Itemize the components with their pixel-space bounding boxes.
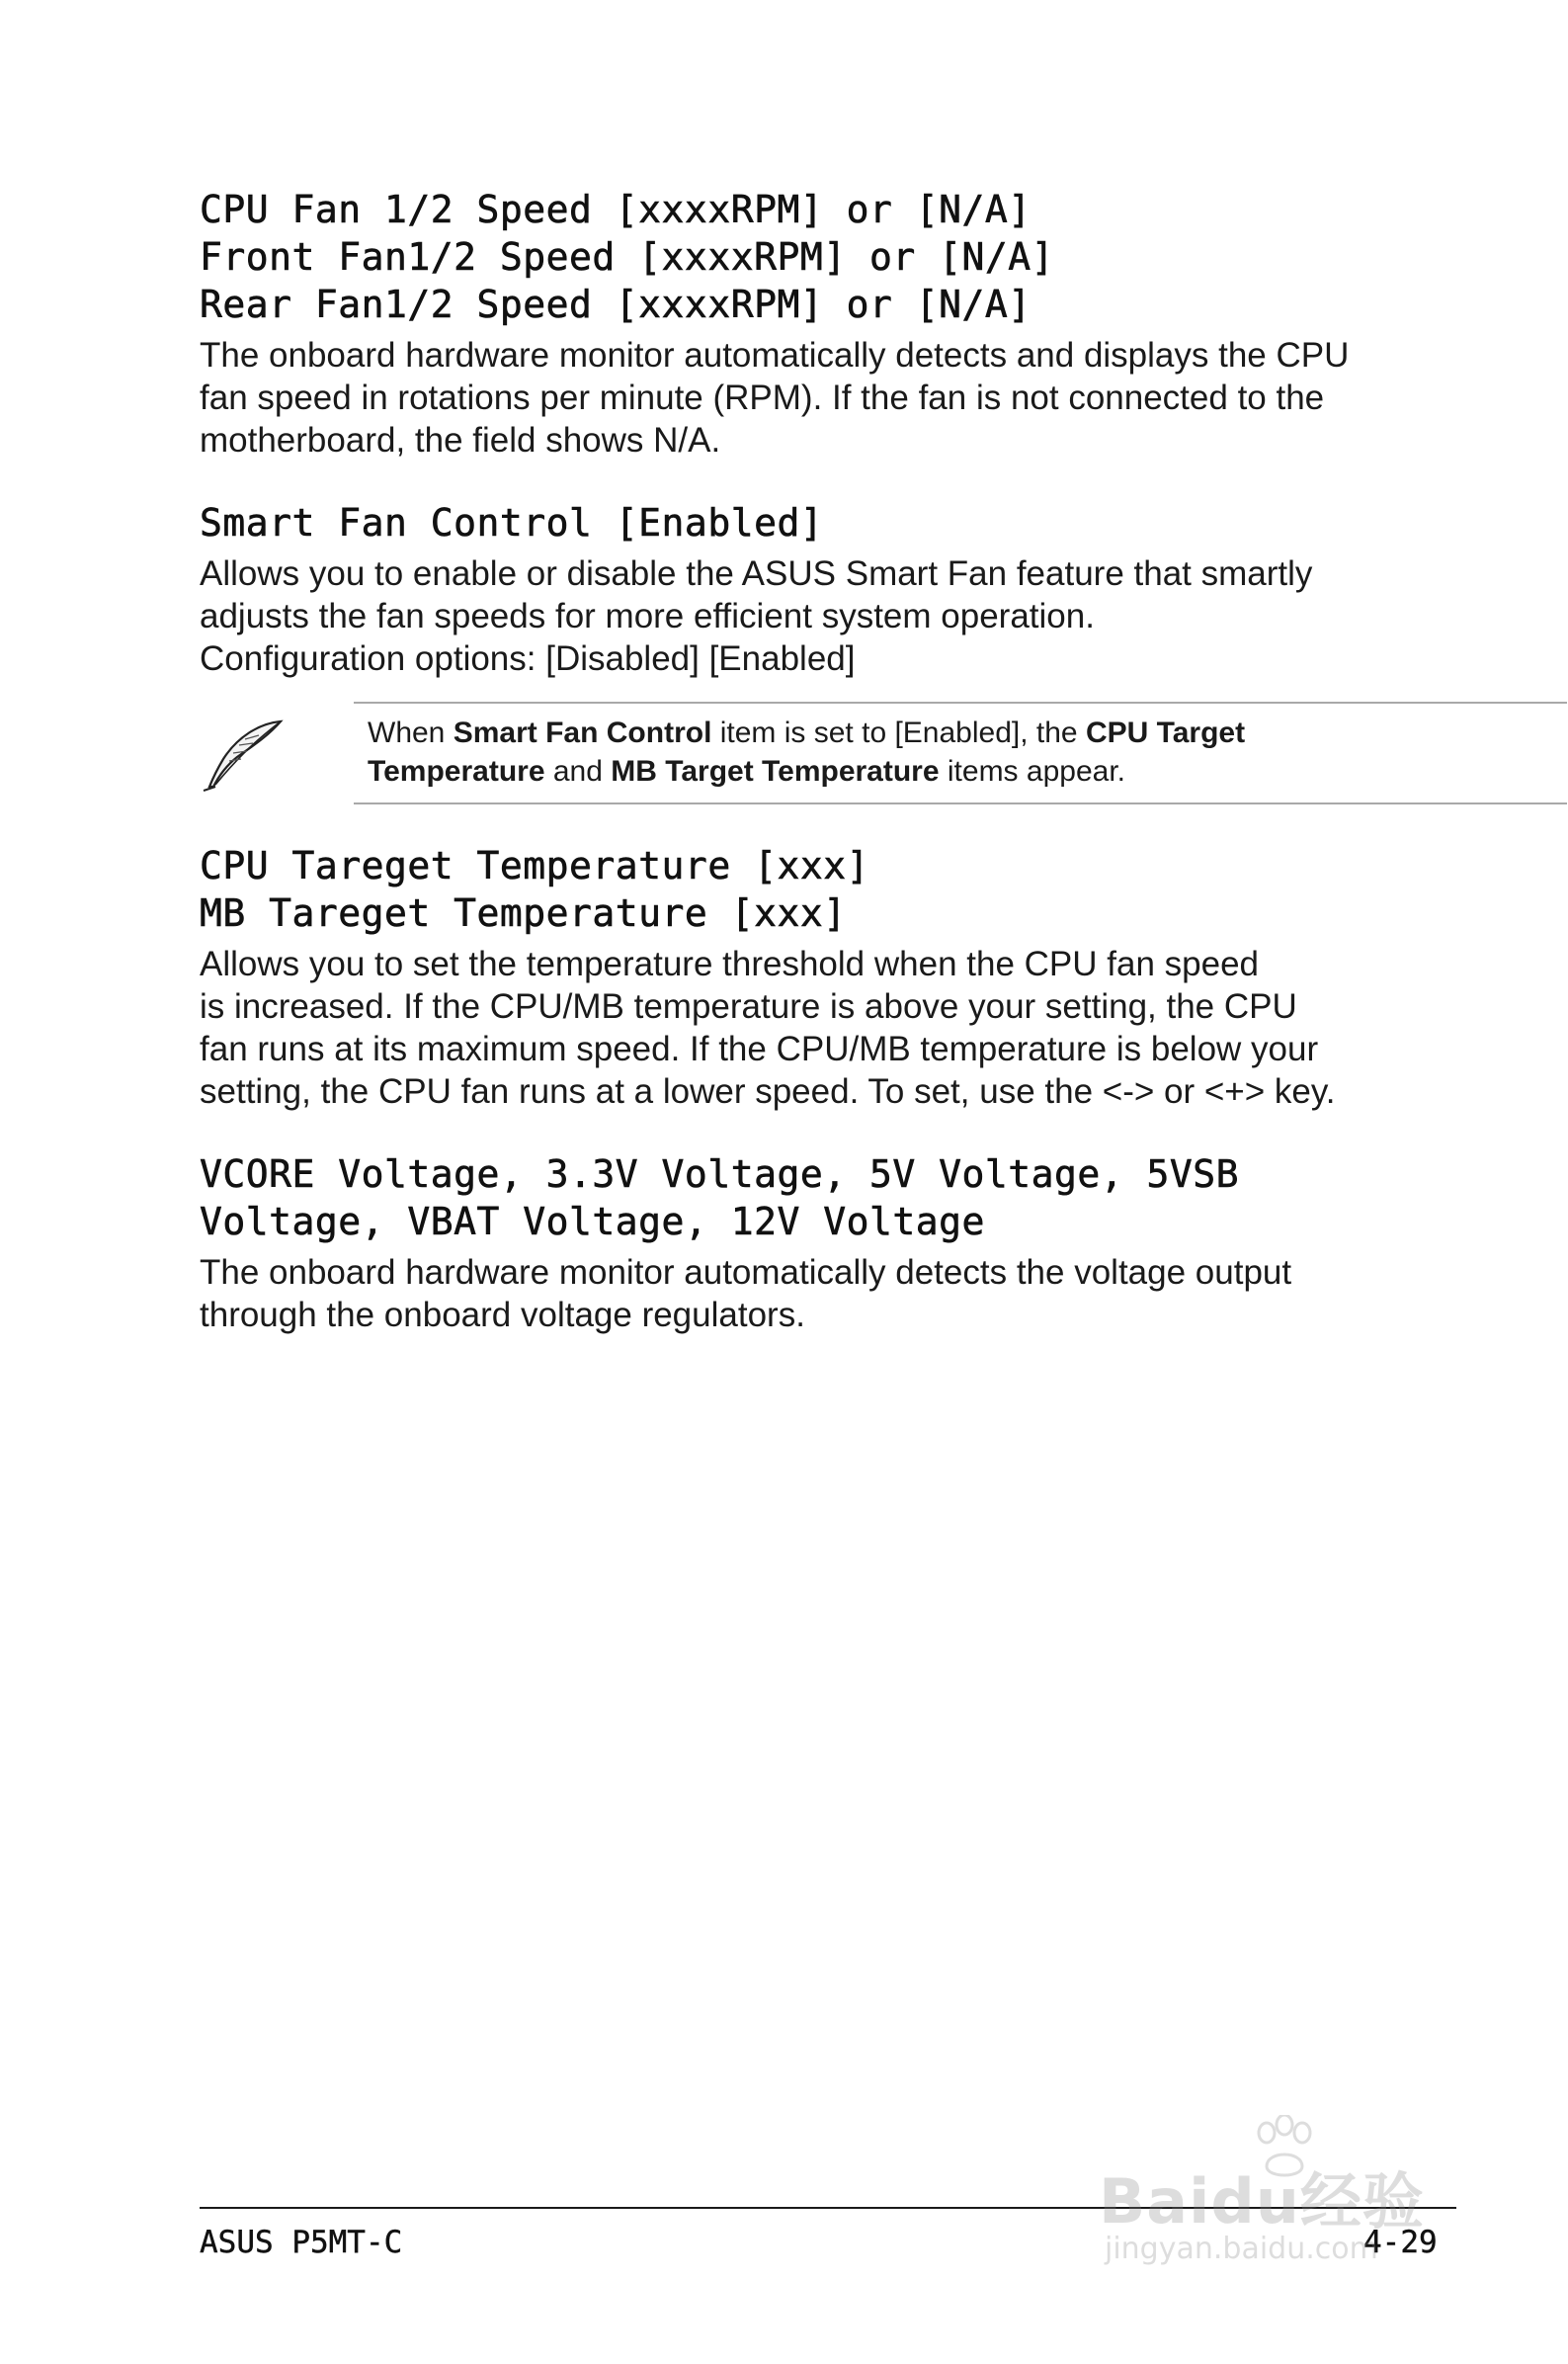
heading-voltages-line2: Voltage, VBAT Voltage, 12V Voltage xyxy=(200,1200,985,1243)
text-line: The onboard hardware monitor automatically detects the voltage output xyxy=(200,1253,1292,1292)
page-content xyxy=(200,186,1385,1336)
watermark-brand: Baidu经验 xyxy=(1099,2165,1425,2237)
note-box xyxy=(200,702,1385,804)
section-fan-speed xyxy=(200,186,1385,462)
note-bottom-rule xyxy=(354,802,1567,804)
heading-cpu-target-temperature: CPU Tareget Temperature [xxx] xyxy=(200,844,869,887)
section-target-temperature xyxy=(200,842,1385,1113)
text-line: fan runs at its maximum speed. If the CPU/MB temperature is below your xyxy=(200,1030,1319,1068)
heading-rear-fan-speed: Rear Fan1/2 Speed [xxxxRPM] or [N/A] xyxy=(200,283,1032,326)
note-text-part: and xyxy=(544,755,612,788)
fan-speed-description xyxy=(200,334,1385,462)
text-line: through the onboard voltage regulators. xyxy=(200,1296,805,1334)
text-line: The onboard hardware monitor automatically detects and displays the CPU xyxy=(200,336,1350,375)
voltages-description xyxy=(200,1251,1385,1336)
text-line: setting, the CPU fan runs at a lower speed. To set, use the <-> or <+> key. xyxy=(200,1072,1336,1111)
feather-pen-icon xyxy=(200,716,289,795)
heading-front-fan-speed: Front Fan1/2 Speed [xxxxRPM] or [N/A] xyxy=(200,235,1054,279)
note-cpu-target: CPU Target xyxy=(1085,717,1246,749)
note-smart-fan-control: Smart Fan Control xyxy=(453,717,712,749)
section-voltages xyxy=(200,1150,1385,1336)
note-temperature: Temperature xyxy=(368,755,545,788)
footer-page-number: 4-29 xyxy=(1363,2225,1438,2260)
watermark-url: jingyan.baidu.com xyxy=(1105,2232,1378,2266)
text-line: Allows you to set the temperature threshold when the CPU fan speed xyxy=(200,945,1259,983)
text-line: Allows you to enable or disable the ASUS Smart Fan feature that smartly xyxy=(200,554,1313,593)
note-text-part: items appear. xyxy=(939,755,1125,788)
text-line: is increased. If the CPU/MB temperature is above your setting, the CPU xyxy=(200,987,1297,1026)
text-line: fan speed in rotations per minute (RPM). If the fan is not connected to the xyxy=(200,379,1325,417)
heading-cpu-fan-speed: CPU Fan 1/2 Speed [xxxxRPM] or [N/A] xyxy=(200,188,1032,231)
text-line: Configuration options: [Disabled] [Enabled] xyxy=(200,639,856,678)
text-line: motherboard, the field shows N/A. xyxy=(200,421,721,460)
text-line: adjusts the fan speeds for more efficient system operation. xyxy=(200,597,1095,635)
footer-product-name: ASUS P5MT-C xyxy=(200,2225,403,2260)
heading-voltages-line1: VCORE Voltage, 3.3V Voltage, 5V Voltage, 5VSB xyxy=(200,1152,1240,1196)
heading-smart-fan-control: Smart Fan Control [Enabled] xyxy=(200,501,824,545)
section-smart-fan-control xyxy=(200,499,1385,680)
target-temperature-description xyxy=(200,943,1385,1113)
note-text-part: When xyxy=(368,717,454,749)
note-top-rule xyxy=(354,702,1567,704)
note-mb-target-temperature: MB Target Temperature xyxy=(611,755,940,788)
note-text-part: item is set to [Enabled], the xyxy=(711,717,1086,749)
smart-fan-description xyxy=(200,552,1385,680)
heading-mb-target-temperature: MB Tareget Temperature [xxx] xyxy=(200,891,847,935)
note-text xyxy=(368,714,1553,791)
baidu-watermark xyxy=(1099,2115,1454,2283)
